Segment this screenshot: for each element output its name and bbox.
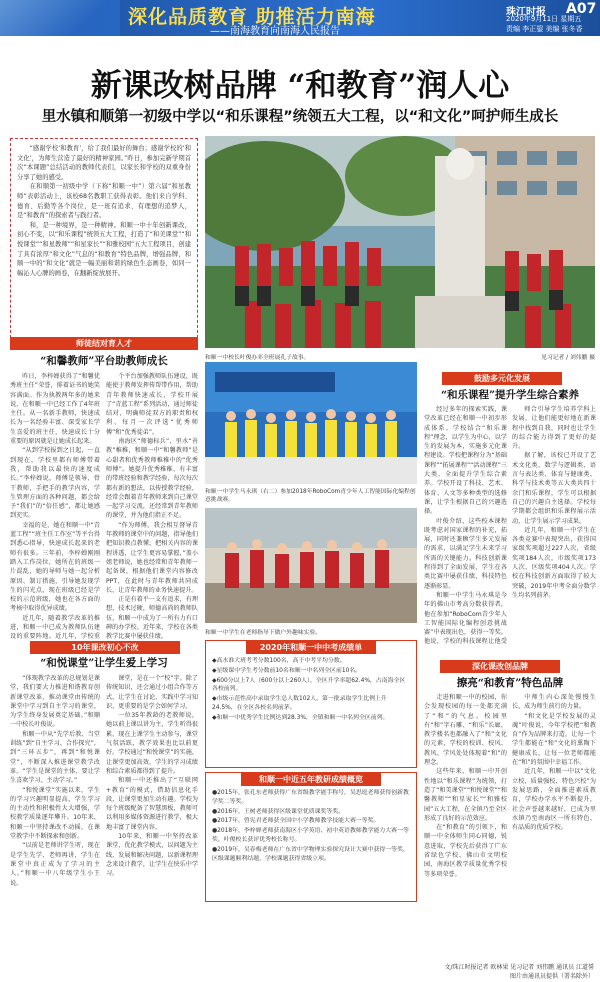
article-paragraph: 中师生内心深处慢慢生长，成为师生前行的力量。: [512, 694, 596, 711]
article-paragraph: 昨日，李梓婵获得了“和馨优秀班主任”荣誉，排着证书的她笑容满面。作为执教两年多的她来说，在和顺一中已经工作了4年班主任。从一名新手教师，快速成长为一名经验丰富、深受家长学生喜爱的班主任，快速成长十分重要的原因就是让她成长起来。: [10, 373, 100, 446]
exam-results-box: [205, 640, 417, 768]
intro-paragraph: 和，是一种境界，是一种精神。和顺一中十年创新课改，初心不变，以“和乐课程”统领五大工程，打造了“和美课堂”“和悦课堂”“和星教师”“和星家长”“和雅校园”五大工程项目，创建了具有浓厚“和文化”气息的“和教育”特色品牌，增强品牌，和顺一中的“和文化”就是一幅美丽和谐的绿色生态画卷，如同一幅沁人心脾的画卷，在翻新绽放展开。: [17, 221, 191, 277]
article-paragraph: 个平台加强教师队伍建设，既能使于教师发挥传帮带作用，帮助青年教师快速成长，学校开展了“青蓝工程”系列活动，通过师徒结对，明确师徒双方的职责和权利，每月一次评选“优秀师傅”和“优秀徒弟”。: [106, 373, 198, 436]
article-paragraph: 10年来，和顺一中坚持改革课堂，优化教学模式，以问题为主线，发展和解决问题，以新课程理念来设计教学，让学生在快乐中学习。: [106, 833, 198, 878]
intro-paragraph: 在和顺第一初级中学（下称“和顺一中”）第六届“和星教师”表彰活动上，该校68名教职工获得表彰。他们来自学科、德育、后勤等各个岗位，是一班有追求、有理想的追梦人，是“和教育”的探索者与践行者。: [17, 183, 191, 220]
research-item: ●2017年，曾宪君老师获全国中小学教师教学技能大赛一等奖。: [212, 818, 380, 825]
main-photo-credit: 见习记者 / 刘伟鹏 摄: [541, 355, 595, 361]
section-title: “和悦课堂”让学生爱上学习: [40, 657, 168, 669]
section-title: “和乐课程”提升学生综合素养: [440, 389, 580, 401]
article-paragraph: 幸福的是，她在和顺一中“青蓝工程”“班主任工作室”等平台得到悉心指导，快速成长起来的老师有很多。三年前，李梓婵刚刚踏入工作岗位，她所在的班级一片混乱，她的导师与她一起分析原因、制订措施，引导她发现学生的闪光点，现在班级已经是学校的示范班级，她也在各方面的考核中取得优异成绩。: [10, 521, 100, 613]
main-photo-caption: 和顺一中校长叶俊办率全班展孔子故事。: [205, 355, 310, 361]
article-column: [106, 372, 198, 640]
issue-date: 2020年9月11日 星期五: [506, 15, 582, 23]
main-photo: [205, 136, 595, 348]
exam-results-title: 2020年和顺一中中考成绩单: [246, 641, 376, 654]
article-column: [424, 693, 507, 958]
article-paragraph: 课堂，是在一个“校”字。除了传统知识，还会通过小组合作等方式，让学生在讨论、实践中学习知识，更重要的是学会如何学习。: [106, 675, 198, 710]
article-paragraph: 这些年来，和顺一中开创性地以“和乐课程”为统领，打造了“和美课堂”“和悦课堂”“和馨教师”“和星家长”“和雅校园”五大工程，在全镇乃至全区形成了良好的示范效应。: [424, 768, 507, 822]
article-paragraph: 和顺一中学生马永琪是今年的佛山市考高分数获得者，他在参加“RoboCom青少年人工智能国际化编程创意挑战赛”中表现出色，获得一等奖。他说，学校的科技课程让他受: [424, 591, 507, 645]
byline-photo-credit: 图片由通讯员提供（署名除外）: [509, 973, 594, 980]
article-paragraph: 和顺一中从“先学后教、当堂训练”到“自主学习、合作探究”，到“三环五步”，再到“和悦课堂”，不断深入推进课堂教学改革。“学生是课堂的主体，要让学生喜欢学习、主动学习。”: [10, 730, 100, 785]
article-paragraph: 一位35年教龄的老教师说，她以前上课以讲为主，学生听得很累，现在上课学生主动参与，课堂气氛活跃，教学效果也比以前更好。学校通过“和悦课堂”的实施，让课堂更加高效，学生的学习成绩和综合素质都得到了提升。: [106, 712, 198, 775]
result-item: ◆高水准大班考考分数100名，高于中考平均分数。: [212, 658, 346, 664]
article-paragraph: 和顺一中还推出了“互联网+教育”的模式，借助信息化手段，让课堂更加生动有趣。学校为每个班级配备了智慧黑板，教师可以利用多媒体资源进行教学，极大地丰富了课堂内容。: [106, 777, 198, 831]
research-item: ●2015年，张孔东老师获得广东省级教学能手称号，吴思庭老师获得创新教学奖二等奖。: [212, 790, 409, 805]
research-item: ●2018年，李梓婵老师获南海区小学英语、初中英语教师教学能力大赛一等奖，叶俊校长获评优秀校长称号。: [212, 828, 409, 843]
article-paragraph: 正是有着平一支有追求，有理想，技术过硬，师德高尚的教师队伍，和顺一中成为了一所有力有口碑的办学校。近年来，学校在各类教学比赛中屡获佳绩。: [106, 596, 198, 640]
masthead-subtitle: ——南海教育向南海人民报告: [210, 26, 340, 37]
newspaper-logo: 珠江时报: [506, 7, 546, 18]
article-paragraph: 在“和教育”的引领下，和顺一中全体师生同心同德，锐意进取，学校先后获得了广东省绿色学校、佛山市文明校园、南海区教学质量优秀学校等多项荣誉。: [424, 824, 507, 878]
article-column: [10, 372, 100, 640]
research-item: ●2019年，吴春梅老师在广东省中学物理实验探究设计大赛中获得一等奖，区级课题顺利结题，学校课题获得省级立项。: [212, 846, 409, 862]
article-column: [512, 405, 596, 645]
intro-box: [10, 138, 198, 338]
intro-paragraph: “感谢学校‘和教育’，给了我们最好的舞台；感谢学校的‘和文化’，为师生营造了最好的精神家园。”昨日，参加完新学期首次“本课题”总结活动的教师代表们，以家长和学校的双重身份分享了她的感受。: [17, 145, 191, 181]
article-column: [424, 405, 507, 645]
experiment-photo: [205, 508, 417, 623]
section-title: 擦亮“和教育”特色品牌: [456, 677, 564, 689]
result-item: ◆市级示范性高中录取学生总人数102人，第一批录取学生比例上升24.5%，在全区各校名列前茅。: [212, 696, 387, 711]
section-banner: 师徒结对育人才: [10, 337, 198, 350]
article-paragraph: “以前是老师讲学生听，现在是学生先学，老师再讲，学生在课堂中真正成为了学习的主人。”和顺一中八年级学生小王说。: [10, 842, 100, 887]
robocom-photo: [205, 362, 417, 484]
section-banner: 深化课改创品牌: [440, 660, 560, 673]
article-paragraph: 近几年，和顺一中学生在各类竞赛中表现突出，获得国家级奖项超过227人次，省级奖项184人次，市级奖项173人次，区级奖项404人次。学校在科技创新方面取得了较大突破，2019年中考全面分数学生均名列前茅。: [512, 526, 596, 599]
article-paragraph: 师合引导学生培养学科上发展，让他们能更好地在新课程中找到自我，同时也让学生的综合能力得到了更好的提升。: [512, 406, 596, 451]
research-results-title: 和顺一中近五年教研成绩概览: [241, 773, 381, 786]
research-item: ●2016年，王树老师获得区级课堂优质课奖等奖。: [212, 808, 345, 815]
article-paragraph: “和文化是学校发展的灵魂”叶俊说，今年学校把“和教育”作为品牌来打造，让每一个学生都能在“和”文化的熏陶下健康成长，让每一位老师都能在“和”的氛围中幸福工作。: [512, 712, 596, 767]
article-paragraph: 经过多年的探索实践，课堂改革已经在和顺一中初步形成体系。学校结合“和乐课程”理念，以学生为中心，以学生的发展为本，实施多元化课程建设。学校把课程分为“基础课程”“拓展课程”“活动课程”三大类，全面提升学生综合素养。学校开设了科技、艺术、体育、人文等多种类型的选修课，让学生根据自己的兴趣选择。: [424, 406, 507, 516]
masthead-slogan: 深化品质教育 助推活力南海: [128, 6, 376, 28]
research-results-box: [205, 772, 417, 902]
byline-footer: [410, 962, 600, 980]
byline-authors: 文/珠江时报记者 欧林果 见习记者 刘伟鹏 通讯员 江道誓: [444, 964, 594, 971]
article-column: [512, 693, 596, 958]
article-paragraph: “体现教学改革的总规划是课堂，我们要大力推进和谐教育创新课堂改革，推动课堂由传统的课堂中学习到自主学习的课堂，为学生终身发展奠定基础。”和顺一中校长叶俊说。: [10, 675, 100, 729]
section-banner: 10年课改初心不改: [30, 641, 180, 654]
article-paragraph: “从到学校报到之日起，一直到现在，学校里都有师傅带着我，帮助我以最快的速度成长。”李梓婵说，师傅是领导、骨干教师，手把手的教学内容，学生管理方面的各种问题，都会给予“我们”的“倍任感”，都让她感到充实。: [10, 447, 100, 520]
article-column: [106, 674, 198, 959]
section-banner: 鼓励多元化发展: [442, 372, 562, 385]
experiment-photo-caption: 和顺一中学生在老师指导下做户外趣味实验。: [205, 630, 321, 636]
article-paragraph: “作为师傅，我会相互督导青年教师的课堂中的问题，指导他们把知识教点教懂，把相关内容的课程讲透，让学生更容易掌握，”盖小姐老师说，她也经常和青年教师一起备课，根据他们课堂内容修改PPT，在此时与青年教师共同成长，让青年教师的业务快速提升。: [106, 521, 198, 594]
article-paragraph: 走进和顺一中的校园，你会发现校园的每一处都充满了“和”的气息。校园里有“和”字石雕、“和乐”长廊，教学楼名也都融入了“和”文化的元素，学校的校训、校风、教风、学风处处体现着“和”的理念。: [424, 694, 507, 767]
section-title: “和馨教师”平台助教师成长: [40, 355, 168, 367]
article-paragraph: 近几年，随着教学改革的推进，和顺一中已成为教师队伍建设的重要阵地。近几年，学校重: [10, 614, 100, 640]
article-paragraph: 南海区“师德标兵”、里水“善教”稚稚，和顺一中“和馨教师”是心甜者和优秀教师稚稚中的“优秀师傅”。她提升优秀稚稚、有丰富的带班经验和教学经验，每次每次都有新的想法，以传授教学经验，经常会跟着青年教师来到自己课堂一起学习交流，还经常到青年教师的课堂，并为他们指正不足。: [106, 438, 198, 520]
article-paragraph: 据了解，该校已开设了艺术文化类、数学与逻辑类、语言与表达类、体育与健康类、科学与技术类等五大类共四十余门和乐课程，学生可以根据自己的兴趣自主选择。学校每学期都会组织和乐课程展示活动，让学生展示学习成果。: [512, 452, 596, 525]
result-item: ◆星级课中学生考分数前10名和顺一中名列全区前10名。: [212, 667, 362, 674]
page-subheadline: 里水镇和顺第一初级中学以“和乐课程”统领五大工程，以“和文化”呵护师生成长: [41, 109, 559, 125]
result-item: ◆和顺一中优秀学生比例达到28.3%，全镇和顺一中名列全区前列。: [212, 714, 389, 721]
editor-credit: 责编 李正鋆 美编 张冬香: [506, 25, 583, 33]
robocom-photo-caption: 和顺一中学生马永琪（右二）参加2018年RoboCom青少年人工智能国际化编程创意挑战赛。: [205, 489, 416, 503]
masthead-decoration: [0, 0, 120, 36]
page-headline: 新课改树品牌 “和教育”润人心: [90, 68, 510, 104]
article-paragraph: 叶俊介绍，这些校本课程既考虑对国家课程的补充，拓展，同时还兼顾学生多元发展的需求，以满足学生未来学习所需的关键能力。科技创新课程得到了全面发展，学生在各类比赛中屡获佳绩，科技特色逐渐彰显。: [424, 517, 507, 590]
article-column: [10, 674, 100, 959]
article-paragraph: 近几年，和顺一中以“文化立校、质量强校、特色兴校”为发展思路，全面推进素质教育，学校办学水平不断提升，社会声誉越来越好，已成为里水镇乃至南海区一所有特色、有品质的优质学校。: [512, 768, 596, 832]
result-item: ◆600分以上7人（600分以上260人），全区升学率超62.4%，占南海全区各校前列。: [212, 677, 406, 693]
article-paragraph: “和悦课堂”实施以来，学生的学习兴趣明显提高，学生学习的主动性和积极性大大增强，学校教学质量逐年攀升。10年来，和顺一中坚持课改不动摇，在课堂教学中不断探索和创新。: [10, 786, 100, 841]
page-number: A07: [566, 1, 597, 17]
